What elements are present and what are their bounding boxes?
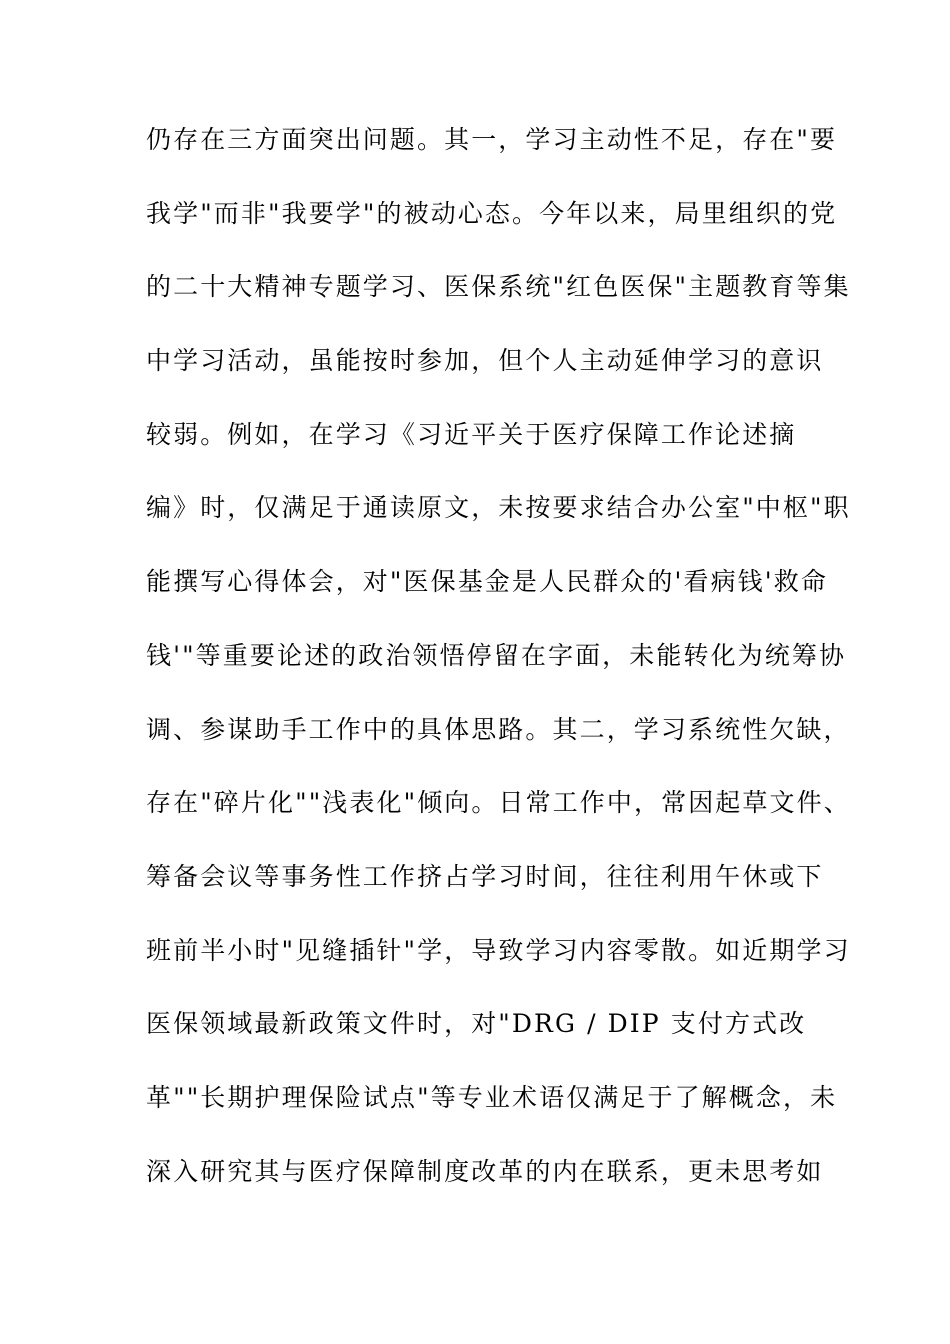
text-line-11: 筹备会议等事务性工作挤占学习时间，往往利用午休或下 <box>146 861 824 891</box>
body-text <box>146 118 851 1223</box>
text-line-2: 我学"而非"我要学"的被动心态。今年以来，局里组织的党 <box>146 198 838 228</box>
text-line-3: 的二十大精神专题学习、医保系统"红色医保"主题教育等集 <box>146 272 851 302</box>
text-line-12: 班前半小时"见缝插针"学，导致学习内容零散。如近期学习 <box>146 935 851 965</box>
text-line-10: 存在"碎片化""浅表化"倾向。日常工作中，常因起草文件、 <box>146 788 851 818</box>
text-line-6: 编》时，仅满足于通读原文，未按要求结合办公室"中枢"职 <box>146 493 851 523</box>
text-line-4: 中学习活动，虽能按时参加，但个人主动延伸学习的意识 <box>146 346 824 376</box>
text-line-14: 革""长期护理保险试点"等专业术语仅满足于了解概念，未 <box>146 1082 838 1112</box>
text-line-1: 仍存在三方面突出问题。其一，学习主动性不足，存在"要 <box>146 125 838 154</box>
text-line-7: 能撰写心得体会，对"医保基金是人民群众的'看病钱'救命 <box>146 567 828 597</box>
text-line-13: 医保领域最新政策文件时，对"DRG / DIP 支付方式改 <box>146 1009 807 1039</box>
text-line-8: 钱'"等重要论述的政治领悟停留在字面，未能转化为统筹协 <box>146 640 847 670</box>
text-line-15: 深入研究其与医疗保障制度改革的内在联系，更未思考如 <box>146 1156 824 1186</box>
text-line-9: 调、参谋助手工作中的具体思路。其二，学习系统性欠缺， <box>146 714 851 744</box>
text-line-5: 较弱。例如，在学习《习近平关于医疗保障工作论述摘 <box>146 419 797 449</box>
